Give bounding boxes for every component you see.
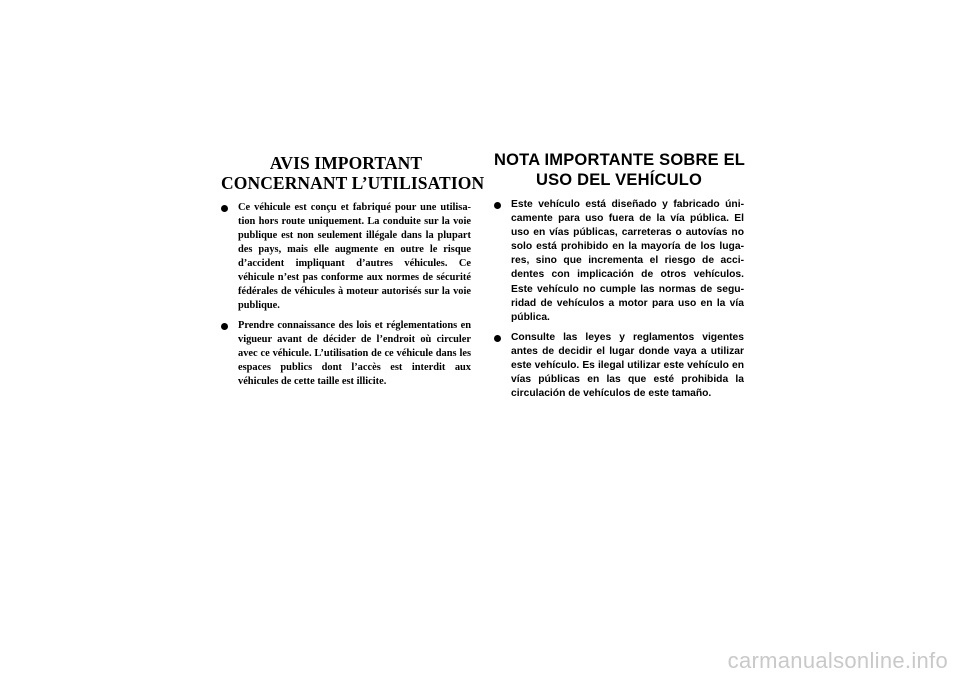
- spanish-heading-line-2: USO DEL VEHÍCULO: [535, 171, 703, 189]
- french-heading: [221, 153, 485, 193]
- french-bullet-list: [221, 201, 471, 389]
- french-bullet-text: Ce véhicule est conçu et fabriqué pour une utilisation hors route uniquement. La conduite sur la voie publique est non seulement illégale dans la plupart des pays, mais elle augmente en outre le risque d’accident impliquant d’autres véhicules. Ce véhicule n’est pas conforme aux normes de sécurité fédérales de véhicules à moteur autorisés sur la voie publique.: [238, 202, 471, 311]
- french-heading-line-1: AVIS IMPORTANT: [269, 153, 423, 173]
- french-bullet-item: [221, 201, 471, 313]
- spanish-heading: [494, 150, 744, 190]
- bullet-icon: [221, 323, 228, 330]
- spanish-bullet-item: [494, 331, 744, 401]
- bullet-icon: [494, 202, 501, 209]
- french-heading-line-2: CONCERNANT L’UTILISATION: [221, 173, 485, 193]
- spanish-column: [494, 150, 744, 407]
- spanish-bullet-text: Consulte las leyes y reglamentos vigentes antes de decidir el lugar donde vaya a utilizar este vehículo. Es ilegal utilizar este vehículo en vías públicas en las que esté prohibida la circulación de vehículos de este tamaño.: [511, 331, 744, 400]
- spanish-bullet-item: [494, 198, 744, 325]
- spanish-bullet-text: Este vehículo está diseñado y fabricado únicamente para uso fuera de la vía pública. El uso en vías públicas, carreteras o autovías no solo está prohibido en la mayoría de los lugares, sino que incrementa el riesgo de accidentes con implicación de otros vehículos. Este vehículo no cumple las normas de seguridad de vehículos a motor para uso en la vía pública.: [511, 199, 744, 323]
- bullet-icon: [494, 335, 501, 342]
- french-bullet-text: Prendre connaissance des lois et réglementations en vigueur avant de décider de l’endroit où circuler avec ce véhicule. L’utilisation de ce véhicule dans les espaces publics dont l’accès est interdit aux véhicules de cette taille est illicite.: [238, 320, 471, 387]
- bullet-icon: [221, 205, 228, 212]
- french-bullet-item: [221, 319, 471, 389]
- french-column: [221, 150, 485, 395]
- spanish-heading-line-1: NOTA IMPORTANTE SOBRE EL: [494, 151, 746, 169]
- watermark-text: carmanualsonline.info: [727, 648, 948, 673]
- spanish-bullet-list: [494, 198, 744, 401]
